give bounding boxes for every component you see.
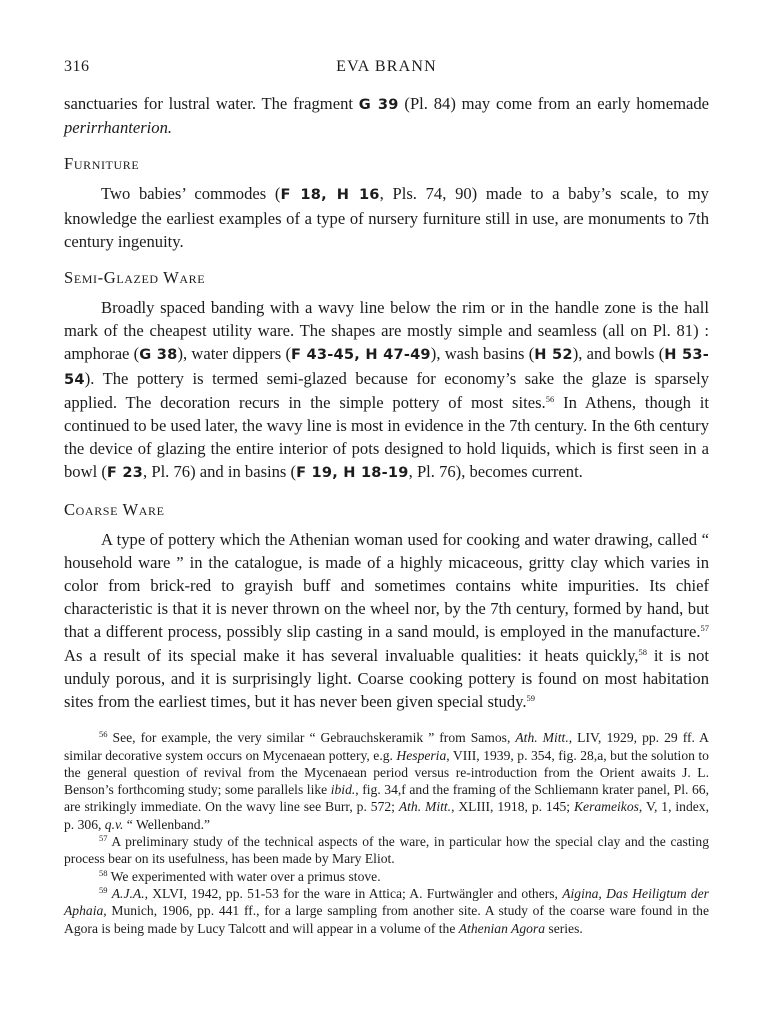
footnote-marker[interactable]: 57 [700, 623, 709, 634]
catalogue-ref: F 23 [106, 464, 144, 482]
italic-title: Athenian Agora [458, 920, 546, 936]
italic-title: Hesperia [396, 747, 447, 763]
text-run: sanctuaries for lustral water. The fragment [64, 94, 359, 113]
catalogue-ref: F 43-45, H 47-49 [291, 346, 431, 364]
text-run: , Pl. 76), becomes current. [408, 462, 583, 482]
footnote-59 [64, 885, 709, 937]
italic-title: q.v. [104, 816, 124, 832]
running-header [64, 58, 709, 82]
text-run: it is not unduly porous, and it is surprisingly light. Coarse cooking pottery is found on most habitation sites from the earliest times, but it has never been given special study. [64, 645, 709, 712]
footnotes [64, 729, 709, 937]
running-title: EVA BRANN [336, 58, 437, 75]
italic-title: Aigina, Das Heiligtum der Aphaia [64, 885, 709, 919]
section-heading-furniture: Furniture [64, 154, 140, 174]
text-run: , fig. 34,f and the framing of the Schliemann krater panel, Pl. 66, are strikingly immediate. On the wavy line see Burr, p. 572; [64, 782, 709, 815]
catalogue-ref: G 39 [358, 96, 399, 113]
catalogue-ref: H 52 [534, 346, 573, 364]
body-text [64, 92, 709, 713]
text-run: A type of pottery which the Athenian woman used for cooking and water drawing, called “ household ware ” in the catalogue, is made of a highly micaceous, gritty clay which varies in color from brick-red to grayish buff and sometimes contains white impurities. Its chief characteristic is that it is never thrown on the wheel nor, by the 7th century, formed by hand, but that a different process, possibly slip casting in a sand mould, is employed in the manufacture. [64, 529, 709, 642]
italic-title: Ath. Mitt. [398, 799, 452, 815]
section-heading-coarse-ware: Coarse Ware [64, 499, 165, 519]
text-run: We experimented with water over a primus stove. [107, 868, 381, 884]
text-run: (Pl. 84) may come from an early homemade [398, 94, 710, 113]
text-run: “ Wellenband.” [123, 816, 211, 832]
text-run: ). The pottery is termed semi-glazed because for economy’s sake the glaze is sparsely applied. The decoration recurs in the simple pottery of most sites. [64, 368, 709, 412]
text-run: , LIV, 1929, pp. 29 ff. A similar decorative system occurs on Mycenaean pottery, e.g. [64, 730, 709, 763]
text-run: In Athens, though it continued to be used later, the wavy line is most in evidence in the 7th century. In the 6th century the device of glazing the entire interior of pots designed to hold liquids, which is first seen in a bowl ( [64, 392, 709, 482]
footnote-number: 59 [99, 884, 108, 895]
footnote-number: 58 [99, 867, 108, 878]
italic-title: ibid. [330, 782, 356, 798]
text-run: , Pl. 76) and in basins ( [143, 462, 297, 482]
text-run: , XLVI, 1942, pp. 51-53 for the ware in Attica; A. Furtwängler and others, [144, 885, 563, 901]
text-run: ), wash basins ( [430, 344, 535, 364]
section-heading-semi-glazed: Semi-Glazed Ware [64, 268, 206, 288]
italic-title: A.J.A. [111, 885, 145, 901]
text-run: ), and bowls ( [572, 344, 665, 364]
paragraph-coarse-ware [64, 528, 709, 714]
footnote-57 [64, 833, 709, 868]
text-run: A preliminary study of the technical aspects of the ware, in particular how the special clay and the casting process bear on its usefulness, has been made by Mary Eliot. [64, 834, 709, 867]
text-run: See, for example, the very similar “ Gebrauchskeramik ” from Samos, [107, 730, 516, 746]
text-run: , Pls. 74, 90) made to a baby’s scale, to my knowledge the earliest examples of a type of nursery furniture still in use, are monuments to 7th century ingenuity. [64, 184, 709, 251]
text-run: , Munich, 1906, pp. 441 ff., for a large sampling from another site. A study of the coarse ware found in the Agora is being made by Lucy Talcott and will appear in a volume of the [64, 903, 709, 936]
italic-title: Ath. Mitt. [515, 730, 569, 746]
text-run: , XLIII, 1918, p. 145; [451, 799, 574, 815]
text-run: series. [545, 920, 583, 936]
footnote-56 [64, 729, 709, 833]
text-run: , VIII, 1939, p. 354, fig. 28,a, but the solution to the general question of revival from the Mycenaean period versus re-introduction from the Orient awaits J. L. Benson’s forthcoming study; some parallels like [64, 747, 709, 798]
paragraph-semi-glazed [64, 296, 709, 485]
text-run: Broadly spaced banding with a wavy line below the rim or in the handle zone is the hall mark of the cheapest utility ware. The shapes are mostly simple and seamless (all on Pl. 81) : amphorae ( [64, 298, 709, 364]
text-run: As a result of its special make it has several invaluable qualities: it heats quickly, [64, 645, 639, 665]
footnote-marker[interactable]: 58 [638, 646, 647, 657]
footnote-number: 56 [99, 729, 108, 740]
catalogue-ref: F 18, H 16 [280, 186, 380, 204]
footnote-number: 57 [99, 833, 108, 844]
footnote-marker[interactable]: 59 [526, 693, 536, 704]
catalogue-ref: G 38 [139, 346, 178, 364]
text-run: Two babies’ commodes ( [101, 184, 281, 204]
text-run: ), water dippers ( [177, 344, 292, 364]
page-number: 316 [64, 58, 90, 75]
text-run: , V, 1, index, p. 306, [64, 799, 709, 832]
catalogue-ref: H 53-54 [64, 346, 710, 388]
catalogue-ref: F 19, H 18-19 [296, 464, 409, 482]
italic-title: Kerameikos [573, 799, 639, 815]
paragraph-intro [64, 92, 709, 139]
footnote-marker[interactable]: 56 [545, 393, 555, 404]
footnote-58 [64, 868, 709, 885]
italic-term: perirrhanterion. [64, 118, 173, 138]
paragraph-furniture [64, 182, 709, 253]
